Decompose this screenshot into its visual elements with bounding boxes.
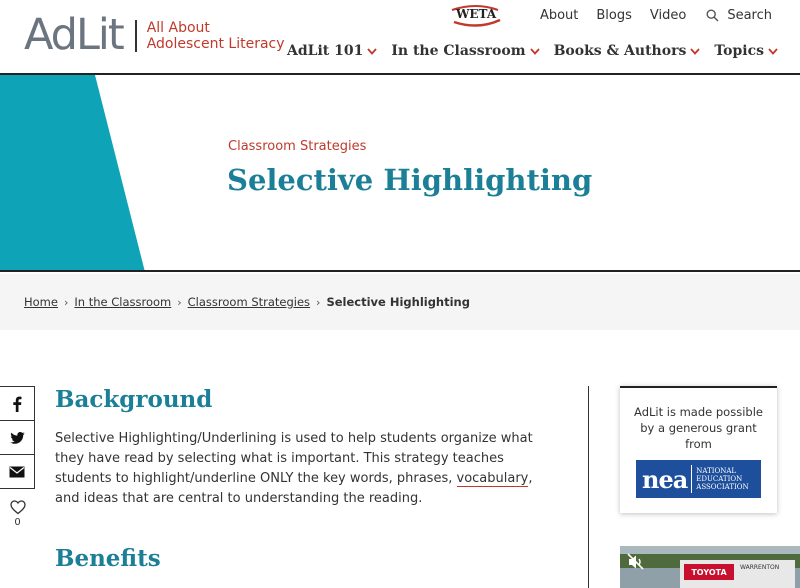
grant-card	[620, 386, 777, 513]
grant-text: AdLit is made possible by a generous grant from	[634, 405, 763, 451]
nea-logo-divider	[691, 465, 692, 493]
background-text-1: Selective Highlighting/Underlining is used to help students organize what they have read by selecting what is important. This strategy teaches students to highlight/underline ONLY the key words, phrases,	[55, 431, 533, 486]
nav-in-the-classroom-label: In the Classroom	[391, 43, 526, 59]
twitter-icon	[10, 432, 25, 444]
nea-logo[interactable]	[636, 460, 761, 498]
share-email-button[interactable]	[0, 454, 35, 489]
share-facebook-button[interactable]	[0, 386, 35, 421]
video-sign-secondary: WARRENTON	[740, 564, 780, 571]
breadcrumb-current: Selective Highlighting	[326, 295, 470, 309]
breadcrumb	[0, 274, 800, 330]
column-divider	[588, 386, 589, 588]
like-button[interactable]	[0, 488, 35, 536]
nea-line3: ASSOCIATION	[696, 483, 749, 491]
chevron-right-icon: ›	[177, 295, 182, 309]
chevron-down-icon	[768, 48, 778, 55]
nav-video-link[interactable]: Video	[649, 7, 687, 23]
nea-logo-word: nea	[642, 464, 688, 494]
share-twitter-button[interactable]	[0, 420, 35, 455]
vocabulary-link[interactable]: vocabulary	[456, 471, 529, 486]
nav-adlit101-label: AdLit 101	[286, 43, 364, 59]
video-sign: TOYOTA	[684, 564, 734, 580]
site-header	[0, 0, 800, 75]
background-text-2: , and ideas that are central to understanding the reading.	[55, 471, 533, 506]
chevron-right-icon: ›	[316, 295, 321, 309]
hero-decorative-shape	[0, 75, 150, 272]
nav-adlit101[interactable]	[287, 43, 377, 59]
nav-blogs-link[interactable]: Blogs	[596, 7, 632, 23]
search-icon	[706, 9, 719, 22]
logo-tagline-line1: All About	[146, 19, 210, 36]
chevron-down-icon	[530, 48, 540, 55]
nea-logo-fullname	[696, 467, 748, 491]
chevron-right-icon: ›	[63, 295, 69, 309]
search-button[interactable]	[706, 8, 772, 23]
page-title: Selective Highlighting	[227, 163, 593, 197]
nav-topics-label: Topics	[714, 43, 764, 59]
background-heading: Background	[55, 386, 213, 413]
nea-line2: EDUCATION	[696, 475, 743, 483]
page-hero	[0, 75, 800, 272]
breadcrumb-classroom-strategies[interactable]: Classroom Strategies	[187, 295, 311, 309]
benefits-heading: Benefits	[55, 545, 161, 572]
heart-icon	[10, 500, 26, 515]
like-count: 0	[14, 517, 21, 528]
email-icon	[9, 466, 25, 478]
weta-label: WETA	[455, 7, 497, 21]
search-label: Search	[727, 7, 772, 23]
breadcrumb-home[interactable]: Home	[24, 295, 58, 309]
breadcrumb-in-the-classroom[interactable]: In the Classroom	[74, 295, 172, 309]
site-logo[interactable]	[24, 10, 285, 60]
chevron-down-icon	[367, 48, 377, 55]
logo-divider	[135, 20, 137, 52]
logo-tagline	[147, 20, 285, 52]
logo-tagline-line2: Adolescent Literacy	[146, 35, 285, 52]
nav-about-link[interactable]: About	[539, 7, 579, 23]
background-paragraph	[55, 429, 550, 509]
page-category: Classroom Strategies	[228, 139, 367, 154]
nea-line1: NATIONAL	[696, 467, 737, 475]
nav-books-authors-label: Books & Authors	[553, 43, 687, 59]
facebook-icon	[12, 396, 22, 412]
article-body	[55, 386, 555, 572]
nav-in-the-classroom[interactable]	[391, 43, 539, 59]
sidebar-video-ad[interactable]	[620, 546, 800, 588]
mute-icon[interactable]	[626, 552, 646, 572]
nav-books-authors[interactable]	[554, 43, 701, 59]
logo-wordmark: AdLit	[24, 10, 123, 60]
weta-logo[interactable]	[448, 4, 504, 26]
share-bar	[0, 386, 35, 536]
main-nav	[273, 43, 778, 59]
nav-topics[interactable]	[714, 43, 778, 59]
utility-nav	[448, 4, 772, 26]
chevron-down-icon	[690, 48, 700, 55]
